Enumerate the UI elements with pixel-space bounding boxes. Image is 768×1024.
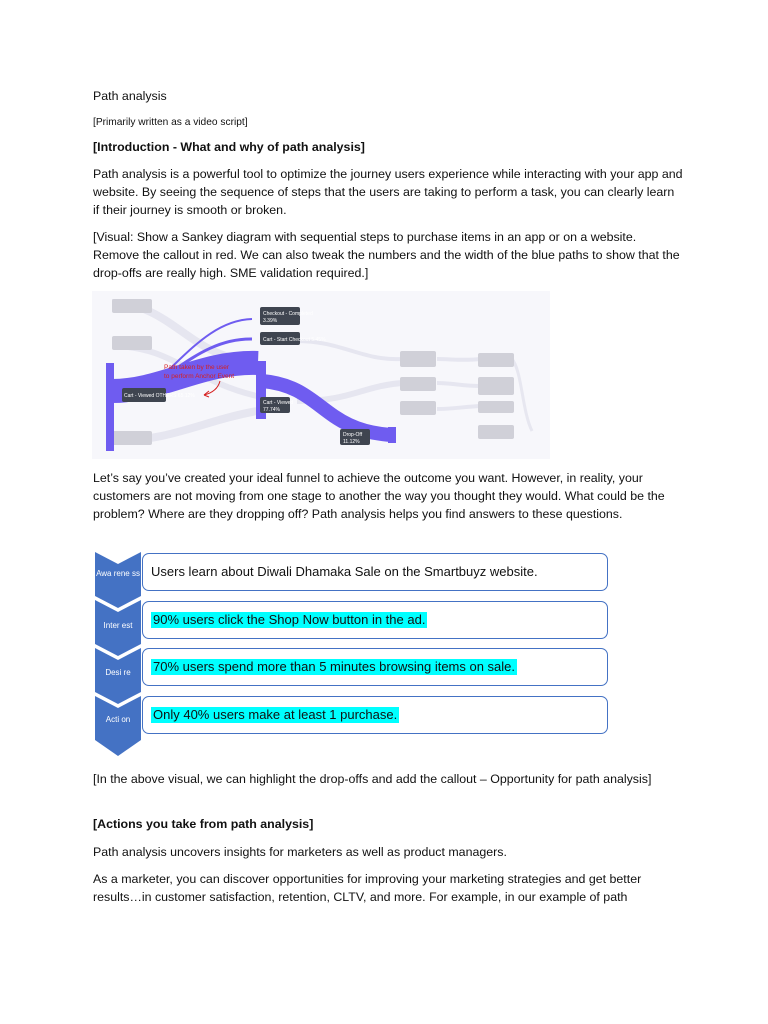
tag-cart-viewed bbox=[260, 397, 293, 413]
intro-heading: [Introduction - What and why of path analysis] bbox=[93, 140, 365, 154]
stage-text-desire: 70% users spend more than 5 minutes browsing items on sale. bbox=[153, 659, 516, 674]
funnel-chevrons bbox=[95, 552, 145, 762]
actions-paragraph: Path analysis uncovers insights for marketers as well as product managers. bbox=[93, 845, 507, 859]
stage-text-action: Only 40% users make at least 1 purchase. bbox=[153, 707, 398, 722]
svg-text:Cart - Start Checkout 5.45%: Cart - Start Checkout 5.45% bbox=[263, 337, 326, 343]
source-node bbox=[106, 363, 114, 451]
svg-text:Cart - Viewed OTHERS 65.12%: Cart - Viewed OTHERS 65.12% bbox=[124, 393, 195, 399]
stage-box-action bbox=[142, 696, 608, 734]
doc-subtitle: [Primarily written as a video script] bbox=[93, 117, 248, 128]
stage-label-awareness: Awa rene ss bbox=[96, 569, 140, 578]
stage-box-interest bbox=[142, 601, 608, 639]
funnel-intro-paragraph: Let’s say you’ve created your ideal funnel to achieve the outcome you want. However, in reality, your customers are not moving from one stage to another the way you thought they would. What could be the problem? Where are they dropping off? Path analysis helps you find answers to these questions. bbox=[93, 471, 665, 521]
svg-text:11.12%: 11.12% bbox=[343, 439, 360, 445]
stage-label-action: Acti on bbox=[105, 715, 131, 724]
chevron-awareness bbox=[95, 552, 141, 608]
visual-note-2: [In the above visual, we can highlight the drop-offs and add the callout – Opportunity for path analysis] bbox=[93, 772, 652, 786]
svg-text:Cart - Viewed: Cart - Viewed bbox=[263, 400, 294, 406]
svg-text:Checkout - Completed: Checkout - Completed bbox=[263, 311, 313, 317]
svg-text:Drop-Off: Drop-Off bbox=[343, 432, 363, 438]
sankey-diagram bbox=[92, 291, 550, 459]
marketer-paragraph: As a marketer, you can discover opportunities for improving your marketing strategies and get better results…in customer satisfaction, retention, CLTV, and more. For example, in our example of path bbox=[93, 872, 642, 904]
svg-text:to perform Anchor Event: to perform Anchor Event bbox=[164, 373, 235, 380]
chevron-action bbox=[95, 696, 141, 756]
svg-text:Path taken by the user: Path taken by the user bbox=[164, 364, 230, 371]
stage-label-interest: Inter est bbox=[103, 621, 133, 630]
stage-box-awareness bbox=[142, 553, 608, 591]
svg-text:77.74%: 77.74% bbox=[263, 407, 280, 413]
doc-title: Path analysis bbox=[93, 89, 167, 103]
visual-note: [Visual: Show a Sankey diagram with sequential steps to purchase items in an app or on a website. Remove the callout in red. We can also tweak the numbers and the width of the blue paths to show that the drop-offs are really high. SME validation required.] bbox=[93, 230, 680, 280]
stage-box-desire bbox=[142, 648, 608, 686]
tag-drop-off bbox=[340, 429, 370, 445]
stage-text-awareness: Users learn about Diwali Dhamaka Sale on the Smartbuyz website. bbox=[151, 564, 538, 579]
svg-text:3.39%: 3.39% bbox=[263, 318, 278, 324]
stage-label-desire: Desi re bbox=[105, 668, 131, 677]
actions-heading: [Actions you take from path analysis] bbox=[93, 817, 314, 831]
funnel-graphic bbox=[95, 552, 615, 762]
drop-off-node bbox=[388, 427, 396, 443]
intro-paragraph: Path analysis is a powerful tool to optimize the journey users experience while interacting with your app and website. By seeing the sequence of steps that the users are taking to perform a task, you can clearly learn if their journey is smooth or broken. bbox=[93, 167, 683, 217]
stage-text-interest: 90% users click the Shop Now button in the ad. bbox=[153, 612, 426, 627]
